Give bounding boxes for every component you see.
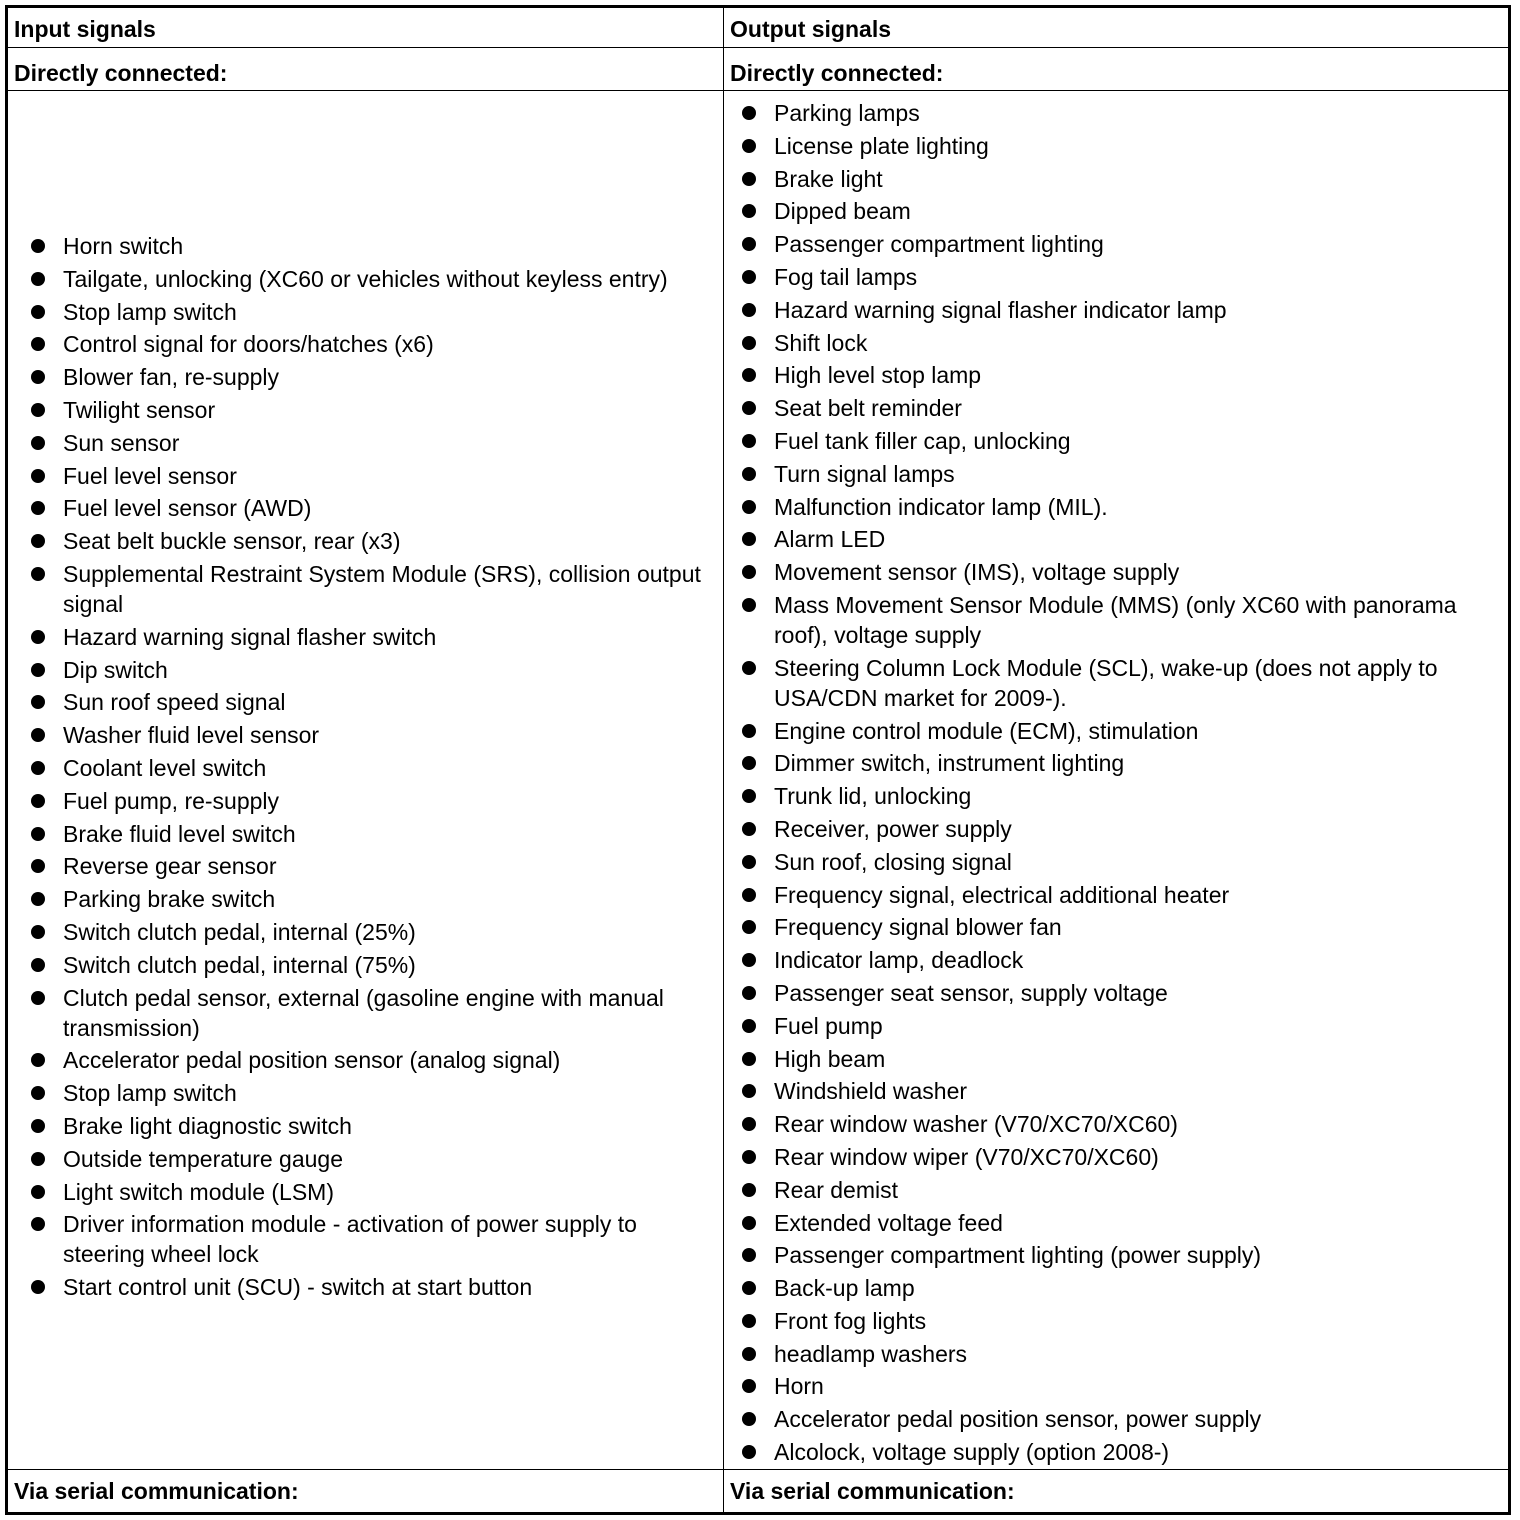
list-item: [718, 393, 1508, 423]
list-item-label: Windshield washer: [774, 1078, 968, 1105]
list-item-label: Sun sensor: [63, 429, 180, 456]
bullet-icon: [31, 305, 45, 319]
list-item-label: Driver information module - activation of power supply to steering wheel lock: [63, 1211, 637, 1268]
list-item-label: Stop lamp switch: [63, 298, 237, 325]
bullet-icon: [742, 1445, 756, 1459]
list-item: [718, 196, 1508, 226]
bullet-icon: [31, 436, 45, 450]
list-item: [718, 1109, 1508, 1139]
list-item-label: Hazard warning signal flasher switch: [63, 623, 437, 650]
list-item: [8, 753, 723, 783]
list-item-label: Malfunction indicator lamp (MIL).: [774, 493, 1108, 520]
list-item-label: Seat belt reminder: [774, 395, 962, 422]
list-item-label: Passenger compartment lighting: [774, 231, 1104, 258]
list-item-label: Steering Column Lock Module (SCL), wake-up (does not apply to USA/CDN market for 2009-).: [774, 654, 1438, 711]
list-item: [8, 950, 723, 980]
list-item: [8, 1144, 723, 1174]
list-item: [718, 880, 1508, 910]
list-item: [8, 819, 723, 849]
bullet-icon: [31, 728, 45, 742]
list-item: [718, 131, 1508, 161]
bullet-icon: [31, 1280, 45, 1294]
list-item-label: Frequency signal, electrical additional heater: [774, 881, 1230, 908]
subheader-row: [7, 48, 1510, 91]
bullet-icon: [742, 434, 756, 448]
output-signals-list: [718, 98, 1508, 1470]
bullet-icon: [31, 1217, 45, 1231]
list-item: [718, 229, 1508, 259]
bullet-icon: [31, 991, 45, 1005]
output-serial-communication-label: Via serial communication:: [724, 1470, 1510, 1514]
list-item: [718, 1339, 1508, 1369]
list-item: [8, 297, 723, 327]
list-item: [8, 493, 723, 523]
bullet-icon: [742, 1216, 756, 1230]
bullet-icon: [742, 204, 756, 218]
bullet-icon: [31, 469, 45, 483]
list-item: [718, 912, 1508, 942]
list-item-label: Horn: [774, 1373, 824, 1400]
bullet-icon: [31, 892, 45, 906]
list-item-label: Coolant level switch: [63, 754, 267, 781]
list-item-label: Washer fluid level sensor: [63, 722, 320, 749]
list-item: [8, 1209, 723, 1269]
bullet-icon: [742, 1084, 756, 1098]
list-item-label: Back-up lamp: [774, 1275, 915, 1302]
bullet-icon: [742, 986, 756, 1000]
list-item: [8, 264, 723, 294]
bullet-icon: [742, 888, 756, 902]
list-item: [718, 1437, 1508, 1467]
bullet-icon: [31, 761, 45, 775]
list-item-label: Parking lamps: [774, 100, 920, 126]
list-item: [8, 1272, 723, 1302]
list-item: [8, 983, 723, 1043]
list-item-label: Clutch pedal sensor, external (gasoline engine with manual transmission): [63, 984, 664, 1041]
list-item: [8, 1045, 723, 1075]
list-item-label: Movement sensor (IMS), voltage supply: [774, 559, 1180, 586]
list-item-label: Rear demist: [774, 1176, 898, 1203]
bullet-icon: [31, 1185, 45, 1199]
list-item-label: Horn switch: [63, 233, 184, 259]
bullet-icon: [742, 401, 756, 415]
bullet-icon: [742, 953, 756, 967]
list-item: [718, 1371, 1508, 1401]
list-item-label: Turn signal lamps: [774, 460, 955, 487]
input-directly-connected-label: Directly connected:: [7, 48, 724, 91]
bullet-icon: [31, 958, 45, 972]
bullet-icon: [31, 272, 45, 286]
list-item-label: Hazard warning signal flasher indicator lamp: [774, 296, 1227, 323]
list-item-label: Brake light: [774, 165, 883, 192]
output-directly-connected-label: Directly connected:: [724, 48, 1510, 91]
list-item-label: Mass Movement Sensor Module (MMS) (only XC60 with panorama roof), voltage supply: [774, 591, 1457, 648]
list-item-label: Receiver, power supply: [774, 815, 1012, 842]
bullet-icon: [31, 567, 45, 581]
list-item: [718, 295, 1508, 325]
list-item-label: Rear window washer (V70/XC70/XC60): [774, 1111, 1178, 1138]
bullet-icon: [742, 467, 756, 481]
list-item-label: Fuel level sensor (AWD): [63, 495, 312, 522]
list-item: [718, 1306, 1508, 1336]
list-item: [718, 360, 1508, 390]
bullet-icon: [742, 237, 756, 251]
list-item-label: Reverse gear sensor: [63, 853, 277, 880]
input-serial-communication-label: Via serial communication:: [7, 1470, 724, 1514]
footer-row: [7, 1470, 1510, 1514]
bullet-icon: [742, 303, 756, 317]
list-item-label: Start control unit (SCU) - switch at start button: [63, 1274, 533, 1301]
list-item: [718, 459, 1508, 489]
bullet-icon: [31, 239, 45, 253]
list-item: [8, 329, 723, 359]
list-item-label: Dimmer switch, instrument lighting: [774, 750, 1125, 777]
list-item-label: Control signal for doors/hatches (x6): [63, 331, 434, 358]
list-item-label: Parking brake switch: [63, 886, 276, 913]
list-item-label: Fuel pump, re-supply: [63, 787, 280, 814]
bullet-icon: [742, 1379, 756, 1393]
bullet-icon: [742, 1117, 756, 1131]
list-item: [8, 917, 723, 947]
list-item-label: Alcolock, voltage supply (option 2008-): [774, 1439, 1170, 1466]
list-item-label: Outside temperature gauge: [63, 1145, 344, 1172]
list-item: [718, 1044, 1508, 1074]
bullet-icon: [742, 661, 756, 675]
list-item: [8, 362, 723, 392]
list-item: [718, 653, 1508, 713]
list-item-label: Blower fan, re-supply: [63, 364, 280, 391]
bullet-icon: [742, 1150, 756, 1164]
bullet-icon: [742, 1347, 756, 1361]
list-item-label: Indicator lamp, deadlock: [774, 947, 1024, 974]
bullet-icon: [742, 1314, 756, 1328]
list-item: [718, 590, 1508, 650]
list-item-label: Light switch module (LSM): [63, 1178, 334, 1205]
list-item: [8, 851, 723, 881]
list-item: [718, 1076, 1508, 1106]
list-item: [8, 720, 723, 750]
bullet-icon: [742, 598, 756, 612]
bullet-icon: [742, 855, 756, 869]
list-item: [8, 526, 723, 556]
list-item-label: High level stop lamp: [774, 362, 982, 389]
list-item-label: Supplemental Restraint System Module (SRS), collision output signal: [63, 560, 701, 617]
list-item: [718, 426, 1508, 456]
list-item-label: High beam: [774, 1045, 886, 1072]
list-item-label: Fuel tank filler cap, unlocking: [774, 427, 1071, 454]
list-item: [718, 945, 1508, 975]
list-item-label: Trunk lid, unlocking: [774, 783, 972, 810]
list-item: [8, 395, 723, 425]
bullet-icon: [31, 695, 45, 709]
output-signals-cell: [724, 91, 1510, 1470]
list-item: [718, 847, 1508, 877]
list-item: [718, 716, 1508, 746]
list-item-label: Seat belt buckle sensor, rear (x3): [63, 528, 401, 555]
bullet-icon: [31, 630, 45, 644]
bullet-icon: [742, 368, 756, 382]
list-item: [8, 786, 723, 816]
bullet-icon: [742, 565, 756, 579]
list-item: [8, 622, 723, 652]
list-item: [718, 748, 1508, 778]
list-item: [718, 1208, 1508, 1238]
bullet-icon: [742, 789, 756, 803]
list-item-label: Rear window wiper (V70/XC70/XC60): [774, 1143, 1159, 1170]
list-item: [8, 1177, 723, 1207]
list-item: [718, 1240, 1508, 1270]
list-item: [718, 557, 1508, 587]
bullet-icon: [31, 501, 45, 515]
bullet-icon: [742, 1019, 756, 1033]
list-item: [718, 492, 1508, 522]
list-item-label: Brake fluid level switch: [63, 820, 296, 847]
list-item-label: Switch clutch pedal, internal (75%): [63, 951, 416, 978]
bullet-icon: [742, 172, 756, 186]
list-item-label: Brake light diagnostic switch: [63, 1112, 352, 1139]
list-item: [8, 559, 723, 619]
list-item: [8, 687, 723, 717]
list-item-label: headlamp washers: [774, 1340, 968, 1367]
list-item: [718, 98, 1508, 128]
bullet-icon: [742, 106, 756, 120]
list-item: [718, 164, 1508, 194]
bullet-icon: [742, 336, 756, 350]
bullet-icon: [31, 403, 45, 417]
list-item: [718, 524, 1508, 554]
list-item-label: Sun roof, closing signal: [774, 848, 1012, 875]
input-signals-cell: [7, 91, 724, 1470]
list-item-label: Tailgate, unlocking (XC60 or vehicles without keyless entry): [63, 265, 668, 292]
bullet-icon: [742, 920, 756, 934]
bullet-icon: [742, 1248, 756, 1262]
bullet-icon: [31, 663, 45, 677]
bullet-icon: [742, 822, 756, 836]
list-item: [718, 978, 1508, 1008]
list-item-label: Shift lock: [774, 329, 868, 356]
list-item: [718, 781, 1508, 811]
list-item-label: Accelerator pedal position sensor (analog signal): [63, 1047, 561, 1074]
list-item-label: License plate lighting: [774, 132, 989, 159]
list-item-label: Sun roof speed signal: [63, 689, 286, 716]
list-item: [718, 1175, 1508, 1205]
list-item: [718, 262, 1508, 292]
list-item-label: Switch clutch pedal, internal (25%): [63, 918, 416, 945]
bullet-icon: [742, 1281, 756, 1295]
input-signals-header: Input signals: [7, 7, 724, 48]
header-row: [7, 7, 1510, 48]
bullet-icon: [31, 337, 45, 351]
list-item-label: Passenger seat sensor, supply voltage: [774, 979, 1168, 1006]
list-item-label: Passenger compartment lighting (power supply): [774, 1242, 1262, 1269]
bullet-icon: [31, 827, 45, 841]
list-item-label: Alarm LED: [774, 526, 886, 553]
bullet-icon: [742, 724, 756, 738]
list-item: [718, 1011, 1508, 1041]
bullet-icon: [31, 794, 45, 808]
list-item-label: Fuel level sensor: [63, 462, 237, 489]
list-item: [8, 428, 723, 458]
body-row: [7, 91, 1510, 1470]
bullet-icon: [742, 139, 756, 153]
list-item-label: Frequency signal blower fan: [774, 914, 1062, 941]
list-item: [718, 1142, 1508, 1172]
list-item-label: Fog tail lamps: [774, 263, 918, 290]
bullet-icon: [742, 270, 756, 284]
list-item: [718, 328, 1508, 358]
list-item-label: Dipped beam: [774, 198, 911, 225]
bullet-icon: [742, 500, 756, 514]
list-item: [8, 461, 723, 491]
bullet-icon: [742, 1052, 756, 1066]
list-item: [718, 814, 1508, 844]
list-item-label: Dip switch: [63, 656, 168, 683]
bullet-icon: [31, 370, 45, 384]
input-signals-list: [8, 231, 723, 1305]
bullet-icon: [31, 1152, 45, 1166]
bullet-icon: [31, 534, 45, 548]
bullet-icon: [31, 925, 45, 939]
list-item-label: Stop lamp switch: [63, 1080, 237, 1107]
list-item: [8, 655, 723, 685]
list-item: [8, 884, 723, 914]
list-item-label: Fuel pump: [774, 1012, 883, 1039]
list-item: [8, 1111, 723, 1141]
list-item: [8, 231, 723, 261]
list-item: [718, 1273, 1508, 1303]
bullet-icon: [742, 532, 756, 546]
list-item-label: Engine control module (ECM), stimulation: [774, 717, 1199, 744]
output-signals-header: Output signals: [724, 7, 1510, 48]
list-item: [8, 1078, 723, 1108]
list-item-label: Extended voltage feed: [774, 1209, 1003, 1236]
bullet-icon: [31, 1119, 45, 1133]
list-item-label: Twilight sensor: [63, 396, 216, 423]
signals-table: [5, 5, 1511, 1515]
list-item: [718, 1404, 1508, 1434]
bullet-icon: [742, 1183, 756, 1197]
bullet-icon: [31, 1086, 45, 1100]
list-item-label: Front fog lights: [774, 1307, 927, 1334]
bullet-icon: [742, 1412, 756, 1426]
bullet-icon: [31, 859, 45, 873]
list-item-label: Accelerator pedal position sensor, power supply: [774, 1406, 1262, 1433]
bullet-icon: [31, 1053, 45, 1067]
bullet-icon: [742, 756, 756, 770]
